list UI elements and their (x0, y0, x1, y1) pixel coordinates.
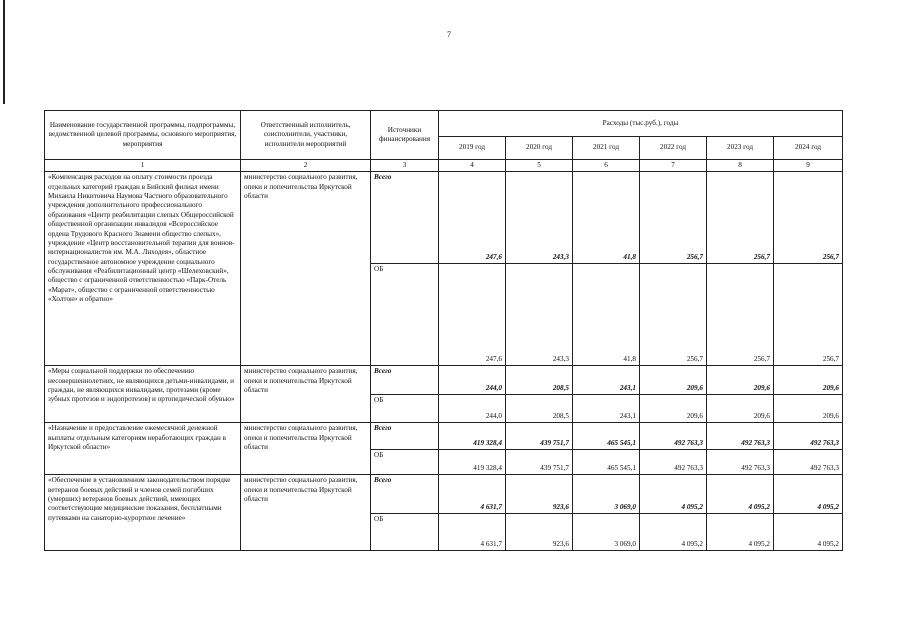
ob-value: 4 095,2 (774, 514, 843, 551)
executor-cell: министерство социального развития, опеки и попечительства Иркутской области (241, 172, 371, 366)
header-year: 2019 год (439, 137, 506, 160)
table-row (45, 475, 843, 514)
column-index: 5 (506, 160, 573, 172)
total-value: 492 763,3 (707, 423, 774, 450)
total-value: 208,5 (506, 366, 573, 395)
header-year: 2023 год (707, 137, 774, 160)
ob-value: 209,6 (707, 395, 774, 423)
source-ob-label: ОБ (371, 514, 439, 551)
source-ob-label: ОБ (371, 264, 439, 366)
ob-value: 419 328,4 (439, 450, 506, 475)
total-value: 492 763,3 (774, 423, 843, 450)
total-value: 923,6 (506, 475, 573, 514)
column-index: 3 (371, 160, 439, 172)
total-value: 244,0 (439, 366, 506, 395)
total-value: 4 095,2 (774, 475, 843, 514)
total-value: 256,7 (707, 172, 774, 264)
total-value: 439 751,7 (506, 423, 573, 450)
total-value: 3 069,0 (573, 475, 640, 514)
total-value: 41,8 (573, 172, 640, 264)
program-name-cell: «Меры социальной поддержки по обеспечению несовершеннолетних, не являющихся детьми-инвалидами, и граждан, не являющихся инвалидами, протезами (кроме зубных протезов и эндопротезов) и ортопедической обувью» (45, 366, 241, 423)
header-funding-source: Источники финансирования (371, 111, 439, 160)
ob-value: 256,7 (707, 264, 774, 366)
source-total-label: Всего (371, 423, 439, 450)
header-year: 2021 год (573, 137, 640, 160)
source-total-label: Всего (371, 366, 439, 395)
column-index: 4 (439, 160, 506, 172)
column-index: 8 (707, 160, 774, 172)
ob-value: 41,8 (573, 264, 640, 366)
ob-value: 4 095,2 (707, 514, 774, 551)
expenses-table (44, 110, 843, 551)
header-year: 2022 год (640, 137, 707, 160)
column-index: 1 (45, 160, 241, 172)
ob-value: 492 763,3 (707, 450, 774, 475)
total-value: 419 328,4 (439, 423, 506, 450)
total-value: 243,1 (573, 366, 640, 395)
executor-cell: министерство социального развития, опеки и попечительства Иркутской области (241, 366, 371, 423)
executor-cell: министерство социального развития, опеки и попечительства Иркутской области (241, 475, 371, 551)
program-name-cell: «Обеспечение в установленном законодательством порядке ветеранов боевых действий и членов семей погибших (умерших) ветеранов боевых действий, имеющих соответствующие медицинские показания, бесплатными путевками на санаторно-курортное лечение» (45, 475, 241, 551)
ob-value: 208,5 (506, 395, 573, 423)
header-expenses: Расходы (тыс.руб.), годы (439, 111, 843, 137)
table-row (45, 366, 843, 395)
ob-value: 923,6 (506, 514, 573, 551)
table-row (45, 423, 843, 450)
table-row (45, 172, 843, 264)
total-value: 4 095,2 (640, 475, 707, 514)
total-value: 256,7 (640, 172, 707, 264)
ob-value: 256,7 (774, 264, 843, 366)
program-name-cell: «Компенсация расходов на оплату стоимости проезда отдельных категорий граждан в Бийский филиал имени Михаила Никитовича Наумова Частного образовательного учреждения дополнительного профессионального образования «Центр реабилитации слепых Общероссийской общественной организации инвалидов «Всероссийское ордена Трудового Красного Знамени общество слепых», учреждение «Центр восстановительной терапии для воинов-интернационалистов им. М.А. Лиходея», областное государственное автономное учреждение социального обслуживания «Реабилитационный центр «Шелеховский», общество с ограниченной ответственностью «Парк-Отель «Марат», общество с ограниченной ответственностью «Холтон» и обратно» (45, 172, 241, 366)
executor-cell: министерство социального развития, опеки и попечительства Иркутской области (241, 423, 371, 475)
ob-value: 439 751,7 (506, 450, 573, 475)
source-total-label: Всего (371, 172, 439, 264)
ob-value: 492 763,3 (774, 450, 843, 475)
ob-value: 247,6 (439, 264, 506, 366)
header-program-name: Наименование государственной программы, подпрограммы, ведомственной целевой программы, основного мероприятия, мероприятия (45, 111, 241, 160)
total-value: 4 631,7 (439, 475, 506, 514)
program-name-cell: «Назначение и предоставление ежемесячной денежной выплаты отдельным категориям неработающих граждан в Иркутской области» (45, 423, 241, 475)
total-value: 209,6 (774, 366, 843, 395)
column-index: 7 (640, 160, 707, 172)
page-number: 7 (447, 30, 451, 39)
ob-value: 492 763,3 (640, 450, 707, 475)
header-year: 2020 год (506, 137, 573, 160)
header-executor: Ответственный исполнитель, соисполнители, участники, исполнители мероприятий (241, 111, 371, 160)
ob-value: 465 545,1 (573, 450, 640, 475)
ob-value: 4 631,7 (439, 514, 506, 551)
margin-line (3, 0, 5, 104)
total-value: 465 545,1 (573, 423, 640, 450)
total-value: 209,6 (707, 366, 774, 395)
header-year: 2024 год (774, 137, 843, 160)
total-value: 209,6 (640, 366, 707, 395)
total-value: 243,3 (506, 172, 573, 264)
ob-value: 209,6 (774, 395, 843, 423)
source-ob-label: ОБ (371, 450, 439, 475)
ob-value: 3 069,0 (573, 514, 640, 551)
ob-value: 4 095,2 (640, 514, 707, 551)
ob-value: 209,6 (640, 395, 707, 423)
ob-value: 243,1 (573, 395, 640, 423)
ob-value: 256,7 (640, 264, 707, 366)
ob-value: 243,3 (506, 264, 573, 366)
source-ob-label: ОБ (371, 395, 439, 423)
ob-value: 244,0 (439, 395, 506, 423)
source-total-label: Всего (371, 475, 439, 514)
total-value: 4 095,2 (707, 475, 774, 514)
column-index: 9 (774, 160, 843, 172)
total-value: 247,6 (439, 172, 506, 264)
column-index: 2 (241, 160, 371, 172)
total-value: 492 763,3 (640, 423, 707, 450)
column-index: 6 (573, 160, 640, 172)
total-value: 256,7 (774, 172, 843, 264)
